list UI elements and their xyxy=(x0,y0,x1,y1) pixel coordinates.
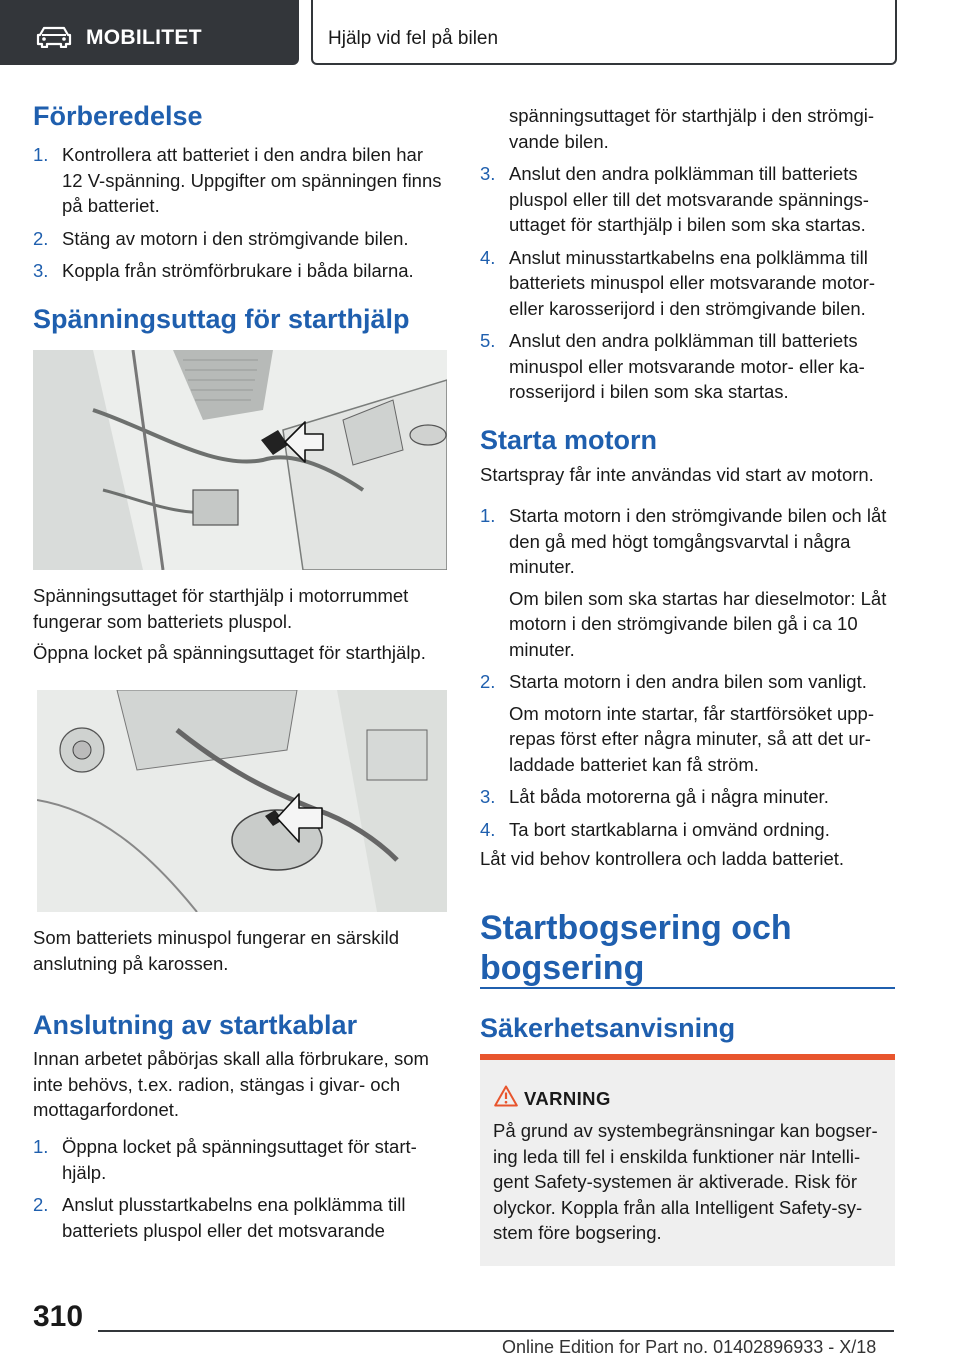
step-number: 2. xyxy=(480,671,496,692)
step-number: 1. xyxy=(480,505,496,526)
socket-open-text: Öppna locket på spänningsuttaget för starthjälp. xyxy=(33,642,426,663)
continued-text: spänningsuttaget för starthjälp i den strömgi-vande bilen. xyxy=(509,105,875,152)
cables-steps-right xyxy=(480,161,890,412)
step-text: Koppla från strömförbrukare i båda bilarna. xyxy=(62,260,414,281)
chapter-box xyxy=(311,0,897,65)
step-number: 2. xyxy=(33,1194,49,1215)
step-text: Kontrollera att batteriet i den andra bilen har 12 V-spänning. Uppgifter om spänningen finns på batteriet. xyxy=(62,144,442,216)
page-number: 310 xyxy=(33,1300,84,1333)
step-number: 3. xyxy=(33,260,49,281)
list-item xyxy=(480,161,890,238)
prep-steps xyxy=(33,142,443,291)
step-text: Låt båda motorerna gå i några minuter. xyxy=(509,786,829,807)
step-number: 1. xyxy=(33,144,49,165)
heading-rule xyxy=(480,987,895,989)
list-item xyxy=(33,226,443,252)
socket-caption: Spänningsuttaget för starthjälp i motorrummet fungerar som batteriets pluspol. xyxy=(33,585,409,632)
tow-heading: Startbogsering och bogsering xyxy=(480,909,792,987)
list-item xyxy=(480,245,890,322)
page-header xyxy=(0,0,960,66)
list-item xyxy=(480,817,890,843)
step-text: Anslut den andra polklämman till batteriets pluspol eller till det motsvarande spännings-uttaget för starthjälp i bilen som ska startas. xyxy=(509,163,869,235)
footer-rule xyxy=(98,1330,894,1332)
car-icon xyxy=(36,26,72,48)
step-number: 2. xyxy=(33,227,49,249)
step-text: Anslut den andra polklämman till batteriets minuspol eller motsvarande motor- eller ka-rosserijord i bilen som ska startas. xyxy=(509,330,865,402)
list-item xyxy=(33,1192,443,1243)
warning-text: På grund av systembegränsningar kan bogser-ing leda till fel i enskilda funktioner när Intelli-gent Safety-systemen är aktiverade. Risk för olyckor. Koppla från alla Intelligent Safety-sy-stem före bogsering. xyxy=(493,1120,878,1243)
list-item xyxy=(480,503,890,662)
step-number: 4. xyxy=(480,246,496,268)
step-number: 3. xyxy=(480,786,496,807)
minus-caption: Som batteriets minuspol fungerar en särskild anslutning på karossen. xyxy=(33,927,400,974)
step-text: Anslut plusstartkabelns ena polklämma till batteriets pluspol eller det motsvarande xyxy=(62,1194,406,1241)
chapter-title: Hjälp vid fel på bilen xyxy=(328,28,499,49)
step-number: 4. xyxy=(480,818,496,840)
prep-heading: Förberedelse xyxy=(33,101,203,131)
start-outro: Låt vid behov kontrollera och ladda batteriet. xyxy=(480,848,845,869)
warning-box xyxy=(480,1054,895,1266)
step-text: Anslut minusstartkabelns ena polklämma till batteriets minuspol eller motsvarande motor- eller karosserijord i den strömgivande bilen. xyxy=(509,246,876,319)
engine-bay-photo xyxy=(33,350,447,570)
warning-triangle-icon xyxy=(494,1085,518,1107)
step-note: Om bilen som ska startas har dieselmotor: Låt motorn i den strömgivande bilen gå i ca 10 minuter. xyxy=(509,587,887,660)
start-intro: Startspray får inte användas vid start av motorn. xyxy=(480,464,874,485)
warning-title: VARNING xyxy=(524,1088,611,1109)
step-text: Starta motorn i den andra bilen som vanligt. xyxy=(509,671,867,692)
start-steps xyxy=(480,503,890,849)
step-text: Öppna locket på spänningsuttaget för start-hjälp. xyxy=(62,1136,417,1183)
step-text: Ta bort startkablarna i omvänd ordning. xyxy=(509,818,830,840)
step-note: Om motorn inte startar, får startförsöket upp-repas först efter några minuter, så att det ur-laddade batteriet kan få ström. xyxy=(509,702,874,775)
safety-heading: Säkerhetsanvisning xyxy=(480,1013,736,1043)
list-item xyxy=(33,258,443,284)
list-item xyxy=(33,1134,443,1185)
cables-heading: Anslutning av startkablar xyxy=(33,1010,358,1040)
section-title: MOBILITET xyxy=(86,26,202,49)
list-item xyxy=(480,784,890,810)
list-item xyxy=(480,669,890,777)
list-item xyxy=(480,328,890,405)
cables-steps-left xyxy=(33,1134,443,1250)
ground-point-photo xyxy=(37,690,447,912)
step-text: Starta motorn i den strömgivande bilen och låt den gå med högt tomgångsvarvtal i några minuter. xyxy=(509,505,887,577)
step-number: 5. xyxy=(480,330,496,351)
step-number: 3. xyxy=(480,163,496,184)
socket-heading: Spänningsuttag för starthjälp xyxy=(33,304,410,334)
list-item xyxy=(33,142,443,219)
edition-note: Online Edition for Part no. 01402896933 - X/18 xyxy=(502,1337,877,1357)
cables-intro: Innan arbetet påbörjas skall alla förbrukare, som inte behövs, t.ex. radion, stängas i givar- och mottagarfordonet. xyxy=(33,1048,429,1120)
start-heading: Starta motorn xyxy=(480,425,658,455)
step-number: 1. xyxy=(33,1136,49,1157)
step-text: Stäng av motorn i den strömgivande bilen. xyxy=(62,227,409,249)
section-tab xyxy=(0,0,299,65)
